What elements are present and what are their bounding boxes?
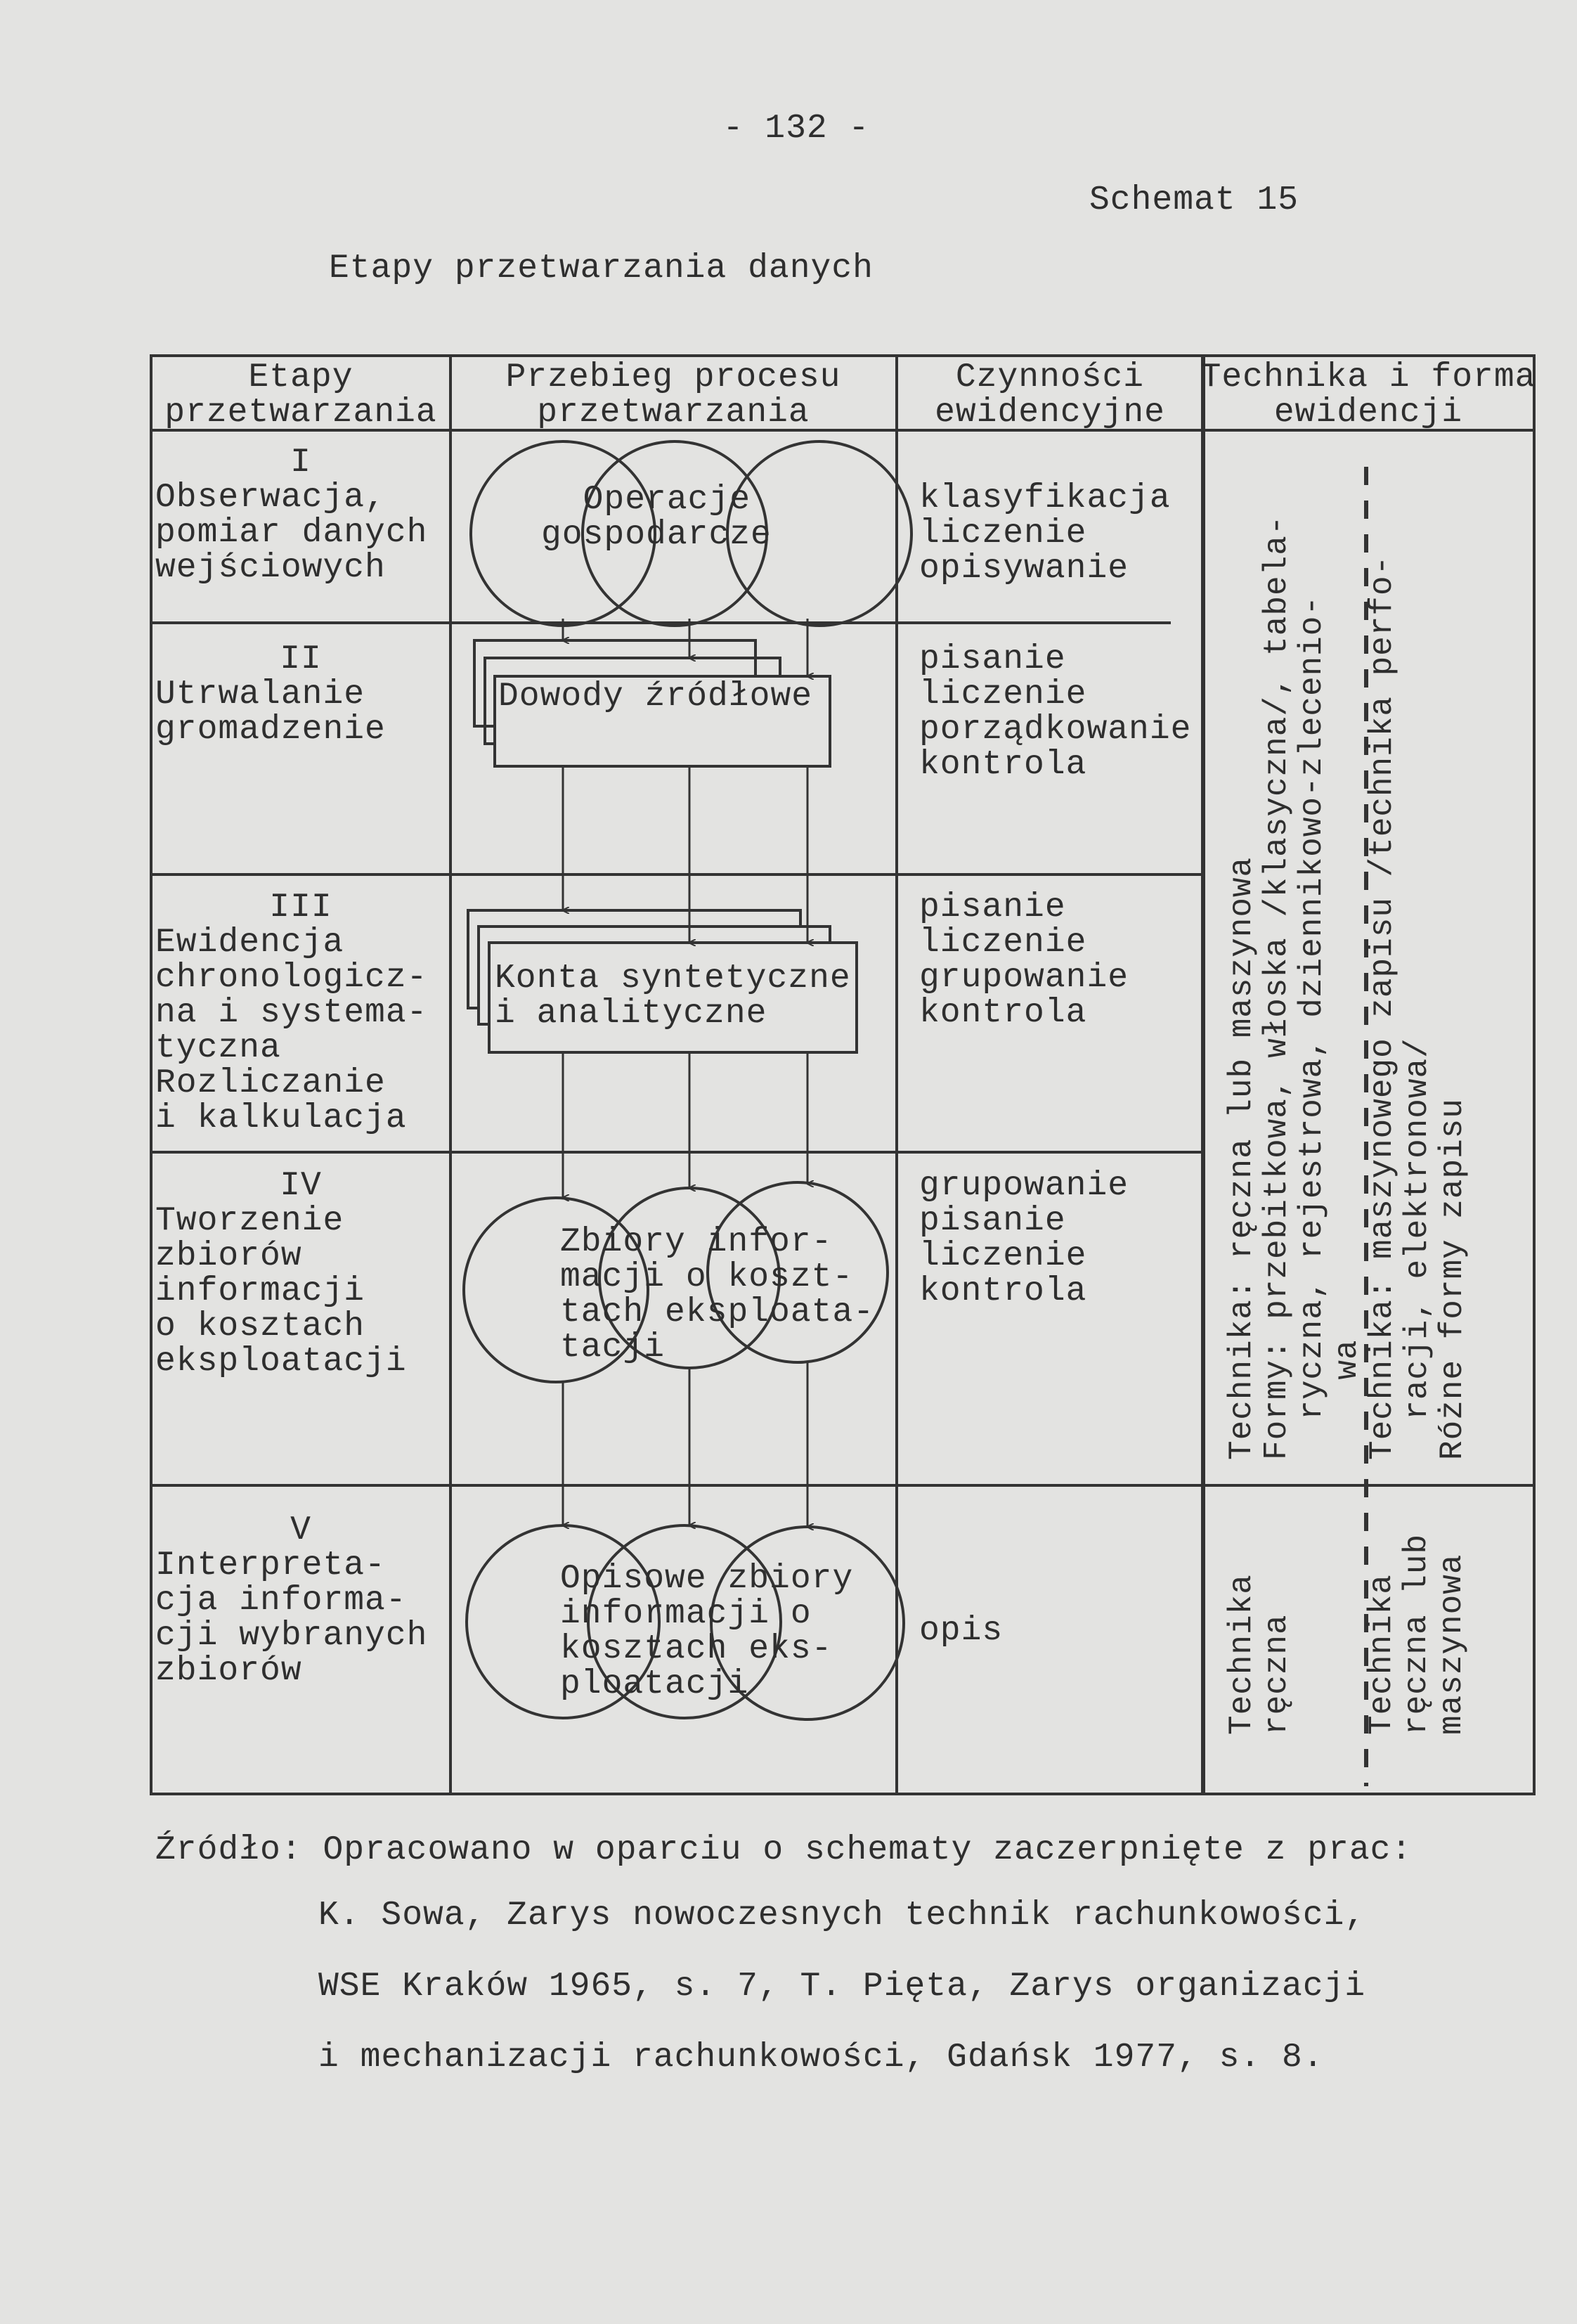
header-stages: Etapy przetwarzania: [164, 359, 437, 432]
process-operations: Operacje gospodarcze: [541, 481, 772, 554]
source-line: i mechanizacji rachunkowości, Gdańsk 1977, s. 8.: [318, 2039, 1324, 2077]
header-technique: Technika i forma ewidencji: [1200, 359, 1536, 432]
activities-list: pisanie liczenie grupowanie kontrola: [919, 889, 1129, 1032]
header-activities: Czynności ewidencyjne: [935, 359, 1165, 432]
process-descriptive-sets: Opisowe zbiory informacji o kosztach eks- ploatacji: [560, 1560, 854, 1703]
technique-row-5-right: Technika ręczna lub maszynowa: [1363, 1533, 1470, 1735]
source-line: Źródło: Opracowano w oparciu o schematy zaczerpnięte z prac:: [155, 1831, 1413, 1869]
stage-numeral: II: [280, 640, 322, 678]
header-process: Przebieg procesu przetwarzania: [505, 359, 841, 432]
activities-list: grupowanie pisanie liczenie kontrola: [919, 1167, 1129, 1310]
activities-list: opis: [919, 1612, 1004, 1650]
stage-numeral: III: [269, 889, 332, 927]
stage-name: Tworzenie zbiorów informacji o kosztach eksploatacji: [155, 1202, 407, 1381]
stage-name: Obserwacja, pomiar danych wejściowych: [155, 479, 428, 587]
source-line: K. Sowa, Zarys nowoczesnych technik rachunkowości,: [318, 1897, 1366, 1935]
process-info-sets: Zbiory infor- macji o koszt- tach eksploata- tacji: [560, 1223, 875, 1367]
stage-numeral: I: [290, 444, 311, 482]
stage-name: Utrwalanie gromadzenie: [155, 676, 386, 749]
stage-numeral: V: [290, 1511, 311, 1549]
source-line: WSE Kraków 1965, s. 7, T. Pięta, Zarys organizacji: [318, 1968, 1366, 2006]
stage-numeral: IV: [280, 1167, 322, 1205]
activities-list: klasyfikacja liczenie opisywanie: [919, 479, 1171, 588]
stage-name: Ewidencja chronologicz- na i systema- tyczna Rozliczanie i kalkulacja: [155, 924, 428, 1137]
technique-row-5-left: Technika ręczna: [1224, 1574, 1295, 1735]
flow-shapes: [464, 441, 911, 1719]
stage-name: Interpreta- cja informa- cji wybranych zbiorów: [155, 1547, 428, 1690]
process-documents: Dowody źródłowe: [498, 678, 813, 716]
activities-list: pisanie liczenie porządkowanie kontrola: [919, 640, 1192, 784]
page-number: - 132 -: [722, 110, 870, 148]
technique-forms-rows-1-4: Technika: ręczna lub maszynowa Formy: przebitkowa, włoska /klasyczna/, tabela- ryczna, rejestrowa, dziennikowo-zlecenio- wa Technika: maszynowego zapisu /technika perfo- racji, elektronowa/ Różne formy zapisu: [1224, 515, 1471, 1460]
process-accounts: Konta syntetyczne i analityczne: [495, 960, 851, 1033]
page-title: Etapy przetwarzania danych: [329, 250, 874, 288]
schema-label: Schemat 15: [1089, 181, 1299, 219]
